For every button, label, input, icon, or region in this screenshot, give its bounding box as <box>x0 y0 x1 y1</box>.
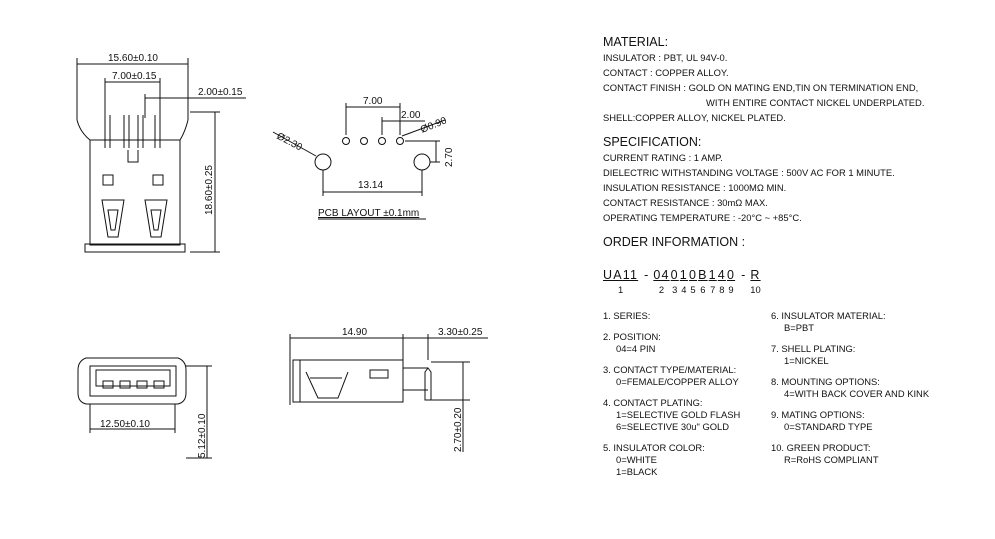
specification-line: CONTACT RESISTANCE : 30mΩ MAX. <box>603 197 768 208</box>
order-note-option: R=RoHS COMPLIANT <box>784 454 879 465</box>
material-line: SHELL:COPPER ALLOY, NICKEL PLATED. <box>603 112 786 123</box>
side-view <box>290 327 488 452</box>
segment-code: UA11 <box>603 268 639 282</box>
order-note <box>603 364 740 388</box>
order-note-option: 1=NICKEL <box>784 355 829 366</box>
order-note-option: B=PBT <box>784 322 814 333</box>
segment-index: 6 <box>700 284 706 295</box>
material-section <box>603 34 993 125</box>
order-note <box>771 409 929 433</box>
segment-index: 1 <box>617 284 624 295</box>
part-number-segment <box>671 268 679 295</box>
dim-side-height: 2.70±0.20 <box>453 407 464 452</box>
order-note <box>771 376 929 400</box>
order-note <box>771 310 929 334</box>
part-number-segment <box>689 268 697 295</box>
segment-code: 1 <box>679 268 688 282</box>
order-note-title: 9. MATING OPTIONS: <box>771 409 865 420</box>
segment-code: 0 <box>688 268 698 282</box>
part-number-dash: - <box>644 268 649 282</box>
spec-panel <box>603 34 993 250</box>
material-line: CONTACT : COPPER ALLOY. <box>603 67 729 78</box>
segment-code: 0 <box>670 268 679 282</box>
order-note-title: 5. INSULATOR COLOR: <box>603 442 705 453</box>
order-note-option: 0=STANDARD TYPE <box>784 421 873 432</box>
segment-index: 2 <box>658 284 665 295</box>
order-note <box>771 442 929 466</box>
dim-pcb-offset: 2.70 <box>444 147 455 167</box>
order-note-option: 04=4 PIN <box>616 343 656 354</box>
pcb-layout-view <box>273 96 455 219</box>
order-note-title: 7. SHELL PLATING: <box>771 343 856 354</box>
segment-code: R <box>750 268 761 282</box>
order-note <box>603 442 740 478</box>
material-line: INSULATOR : PBT, UL 94V-0. <box>603 52 728 63</box>
order-note-title: 10. GREEN PRODUCT: <box>771 442 871 453</box>
part-number-segment <box>680 268 688 295</box>
part-number-segment <box>653 268 669 295</box>
part-number-dash: - <box>741 268 746 282</box>
order-note <box>603 310 740 322</box>
dim-pcb-pitch: 2.00 <box>401 110 421 121</box>
specification-section <box>603 134 993 225</box>
dim-pcb-hole-small: Ø0.90 <box>419 115 449 136</box>
segment-index: 3 <box>672 284 678 295</box>
segment-index: 10 <box>750 284 761 295</box>
dim-height: 18.60±0.25 <box>204 165 215 215</box>
order-note <box>771 343 929 367</box>
pcb-layout-label: PCB LAYOUT ±0.1mm <box>318 208 420 219</box>
dim-pcb-span: 7.00 <box>363 96 383 107</box>
dim-pin-pitch: 2.00±0.15 <box>198 87 243 98</box>
material-line: CONTACT FINISH : GOLD ON MATING END,TIN ON TERMINATION END, <box>603 82 919 93</box>
segment-code: B <box>698 268 708 282</box>
part-number-segment <box>750 268 760 295</box>
order-note-option: 1=BLACK <box>616 466 658 477</box>
top-view <box>77 53 246 252</box>
segment-index: 4 <box>681 284 687 295</box>
order-part-number <box>603 268 762 295</box>
dim-front-height: 5.12±0.10 <box>197 413 208 458</box>
segment-code: 04 <box>653 268 670 282</box>
part-number-segment <box>727 268 735 295</box>
order-note <box>603 331 740 355</box>
front-view <box>78 358 212 458</box>
order-heading: ORDER INFORMATION : <box>603 235 746 249</box>
part-number-segment <box>603 268 638 295</box>
dim-overall-width: 15.60±0.10 <box>108 53 158 64</box>
order-note <box>603 397 740 433</box>
order-note-title: 6. INSULATOR MATERIAL: <box>771 310 886 321</box>
segment-index: 8 <box>719 284 725 295</box>
material-heading: MATERIAL: <box>603 35 669 49</box>
segment-code: 0 <box>726 268 736 282</box>
segment-index: 5 <box>690 284 696 295</box>
order-note-title: 3. CONTACT TYPE/MATERIAL: <box>603 364 737 375</box>
order-note-option: 6=SELECTIVE 30u" GOLD <box>616 421 730 432</box>
specification-heading: SPECIFICATION: <box>603 135 702 149</box>
order-note-title: 4. CONTACT PLATING: <box>603 397 703 408</box>
specification-line: INSULATION RESISTANCE : 1000MΩ MIN. <box>603 182 787 193</box>
dim-pin-span: 7.00±0.15 <box>112 71 157 82</box>
segment-code: 4 <box>717 268 726 282</box>
dim-front-width: 12.50±0.10 <box>100 419 150 430</box>
part-number-segment <box>709 268 717 295</box>
specification-line: CURRENT RATING : 1 AMP. <box>603 152 723 163</box>
segment-index: 7 <box>710 284 716 295</box>
specification-line: OPERATING TEMPERATURE : -20°C ~ +85°C. <box>603 212 802 223</box>
specification-line: DIELECTRIC WITHSTANDING VOLTAGE : 500V AC FOR 1 MINUTE. <box>603 167 895 178</box>
material-line: WITH ENTIRE CONTACT NICKEL UNDERPLATED. <box>706 97 925 108</box>
order-note-option: 4=WITH BACK COVER AND KINK <box>784 388 930 399</box>
dim-side-tail: 3.30±0.25 <box>438 327 483 338</box>
dim-pcb-width: 13.14 <box>358 180 384 191</box>
order-note-option: 0=WHITE <box>616 454 657 465</box>
part-number-segment <box>698 268 708 295</box>
dim-pcb-hole-large: Ø2.30 <box>274 130 304 154</box>
dim-side-length: 14.90 <box>342 327 368 338</box>
order-note-option: 0=FEMALE/COPPER ALLOY <box>616 376 739 387</box>
order-note-title: 8. MOUNTING OPTIONS: <box>771 376 880 387</box>
order-note-title: 2. POSITION: <box>603 331 661 342</box>
order-note-option: 1=SELECTIVE GOLD FLASH <box>616 409 741 420</box>
order-note-title: 1. SERIES: <box>603 310 651 321</box>
segment-index: 9 <box>728 284 734 295</box>
segment-code: 1 <box>708 268 717 282</box>
part-number-segment <box>718 268 726 295</box>
